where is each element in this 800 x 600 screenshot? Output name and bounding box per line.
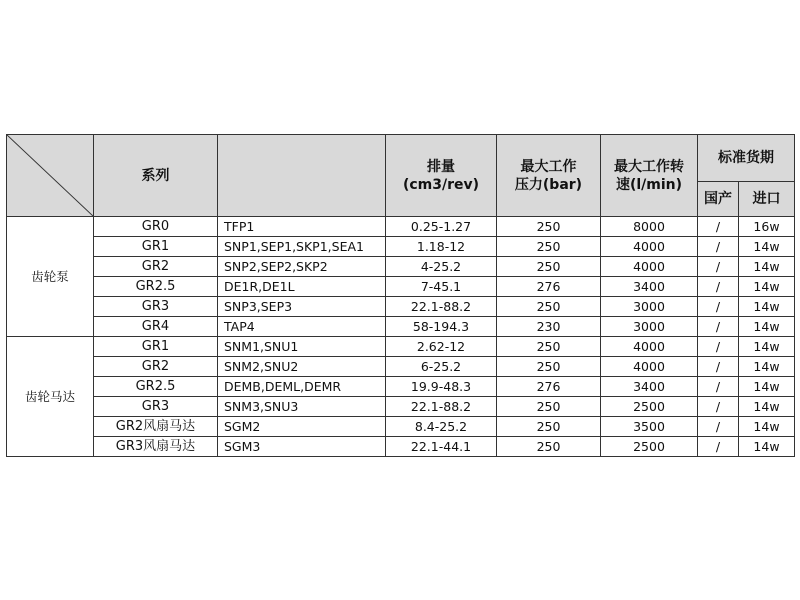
speed-cell: 4000	[601, 337, 698, 357]
domestic-cell: /	[698, 237, 739, 257]
pressure-cell: 250	[497, 437, 601, 457]
imported-cell: 14w	[739, 257, 795, 277]
header-displacement	[386, 135, 497, 217]
table-row	[7, 437, 795, 457]
displacement-cell: 58-194.3	[386, 317, 497, 337]
domestic-cell: /	[698, 217, 739, 237]
series-cell: GR0	[94, 217, 218, 237]
displacement-cell: 1.18-12	[386, 237, 497, 257]
series-cell: GR3	[94, 397, 218, 417]
pressure-cell: 250	[497, 217, 601, 237]
pressure-cell: 250	[497, 237, 601, 257]
model-cell: DEMB,DEML,DEMR	[218, 377, 386, 397]
displacement-cell: 22.1-44.1	[386, 437, 497, 457]
table-body	[7, 217, 795, 457]
table-row	[7, 417, 795, 437]
model-cell: TAP4	[218, 317, 386, 337]
series-cell: GR2.5	[94, 277, 218, 297]
displacement-cell: 22.1-88.2	[386, 297, 497, 317]
imported-cell: 14w	[739, 317, 795, 337]
domestic-cell: /	[698, 357, 739, 377]
pressure-cell: 250	[497, 337, 601, 357]
speed-cell: 4000	[601, 357, 698, 377]
model-cell: SNP2,SEP2,SKP2	[218, 257, 386, 277]
table-row	[7, 297, 795, 317]
model-cell: SGM2	[218, 417, 386, 437]
corner-diagonal-cell	[7, 135, 94, 217]
speed-cell: 3400	[601, 277, 698, 297]
series-cell: GR2.5	[94, 377, 218, 397]
model-cell: SNP3,SEP3	[218, 297, 386, 317]
domestic-cell: /	[698, 377, 739, 397]
model-cell: SNP1,SEP1,SKP1,SEA1	[218, 237, 386, 257]
header-series: 系列	[94, 135, 218, 217]
series-cell: GR4	[94, 317, 218, 337]
domestic-cell: /	[698, 317, 739, 337]
domestic-cell: /	[698, 437, 739, 457]
displacement-cell: 0.25-1.27	[386, 217, 497, 237]
series-cell: GR2	[94, 257, 218, 277]
series-cell: GR2风扇马达	[94, 417, 218, 437]
pressure-cell: 250	[497, 297, 601, 317]
pressure-cell: 250	[497, 357, 601, 377]
displacement-cell: 8.4-25.2	[386, 417, 497, 437]
model-cell: DE1R,DE1L	[218, 277, 386, 297]
displacement-cell: 2.62-12	[386, 337, 497, 357]
imported-cell: 14w	[739, 357, 795, 377]
pressure-cell: 250	[497, 397, 601, 417]
pressure-cell: 276	[497, 377, 601, 397]
model-cell: TFP1	[218, 217, 386, 237]
table-row	[7, 217, 795, 237]
header-pressure	[497, 135, 601, 217]
header-displacement-line1: 排量	[427, 158, 455, 175]
header-speed	[601, 135, 698, 217]
pressure-cell: 250	[497, 257, 601, 277]
imported-cell: 14w	[739, 237, 795, 257]
header-delivery: 标准货期	[698, 135, 795, 182]
header-speed-line1: 最大工作转	[614, 158, 684, 175]
model-cell: SNM2,SNU2	[218, 357, 386, 377]
domestic-cell: /	[698, 397, 739, 417]
speed-cell: 3000	[601, 317, 698, 337]
displacement-cell: 19.9-48.3	[386, 377, 497, 397]
displacement-cell: 7-45.1	[386, 277, 497, 297]
imported-cell: 16w	[739, 217, 795, 237]
speed-cell: 3400	[601, 377, 698, 397]
header-pressure-line1: 最大工作	[520, 158, 577, 175]
domestic-cell: /	[698, 337, 739, 357]
table-row	[7, 317, 795, 337]
table-row	[7, 357, 795, 377]
pressure-cell: 250	[497, 417, 601, 437]
imported-cell: 14w	[739, 277, 795, 297]
series-cell: GR1	[94, 237, 218, 257]
series-cell: GR3	[94, 297, 218, 317]
displacement-cell: 6-25.2	[386, 357, 497, 377]
pressure-cell: 230	[497, 317, 601, 337]
imported-cell: 14w	[739, 337, 795, 357]
speed-cell: 2500	[601, 437, 698, 457]
table-row	[7, 337, 795, 357]
spec-table	[6, 134, 795, 457]
speed-cell: 3500	[601, 417, 698, 437]
header-speed-line2: 速(l/min)	[615, 176, 683, 193]
table-row	[7, 257, 795, 277]
speed-cell: 4000	[601, 257, 698, 277]
imported-cell: 14w	[739, 397, 795, 417]
imported-cell: 14w	[739, 297, 795, 317]
domestic-cell: /	[698, 297, 739, 317]
speed-cell: 8000	[601, 217, 698, 237]
speed-cell: 4000	[601, 237, 698, 257]
group-name-cell: 齿轮马达	[7, 337, 94, 457]
model-cell: SNM3,SNU3	[218, 397, 386, 417]
table-row	[7, 237, 795, 257]
table-row	[7, 397, 795, 417]
domestic-cell: /	[698, 277, 739, 297]
table-row	[7, 277, 795, 297]
header-model	[218, 135, 386, 217]
speed-cell: 2500	[601, 397, 698, 417]
diagonal-line	[7, 135, 93, 216]
imported-cell: 14w	[739, 417, 795, 437]
group-name-cell: 齿轮泵	[7, 217, 94, 337]
series-cell: GR3风扇马达	[94, 437, 218, 457]
imported-cell: 14w	[739, 377, 795, 397]
speed-cell: 3000	[601, 297, 698, 317]
domestic-cell: /	[698, 417, 739, 437]
model-cell: SGM3	[218, 437, 386, 457]
imported-cell: 14w	[739, 437, 795, 457]
header-pressure-line2: 压力(bar)	[514, 176, 583, 193]
series-cell: GR2	[94, 357, 218, 377]
pressure-cell: 276	[497, 277, 601, 297]
displacement-cell: 4-25.2	[386, 257, 497, 277]
header-imported: 进口	[739, 182, 795, 217]
model-cell: SNM1,SNU1	[218, 337, 386, 357]
table-row	[7, 377, 795, 397]
domestic-cell: /	[698, 257, 739, 277]
header-domestic: 国产	[698, 182, 739, 217]
series-cell: GR1	[94, 337, 218, 357]
displacement-cell: 22.1-88.2	[386, 397, 497, 417]
header-displacement-line2: (cm3/rev)	[402, 176, 480, 193]
